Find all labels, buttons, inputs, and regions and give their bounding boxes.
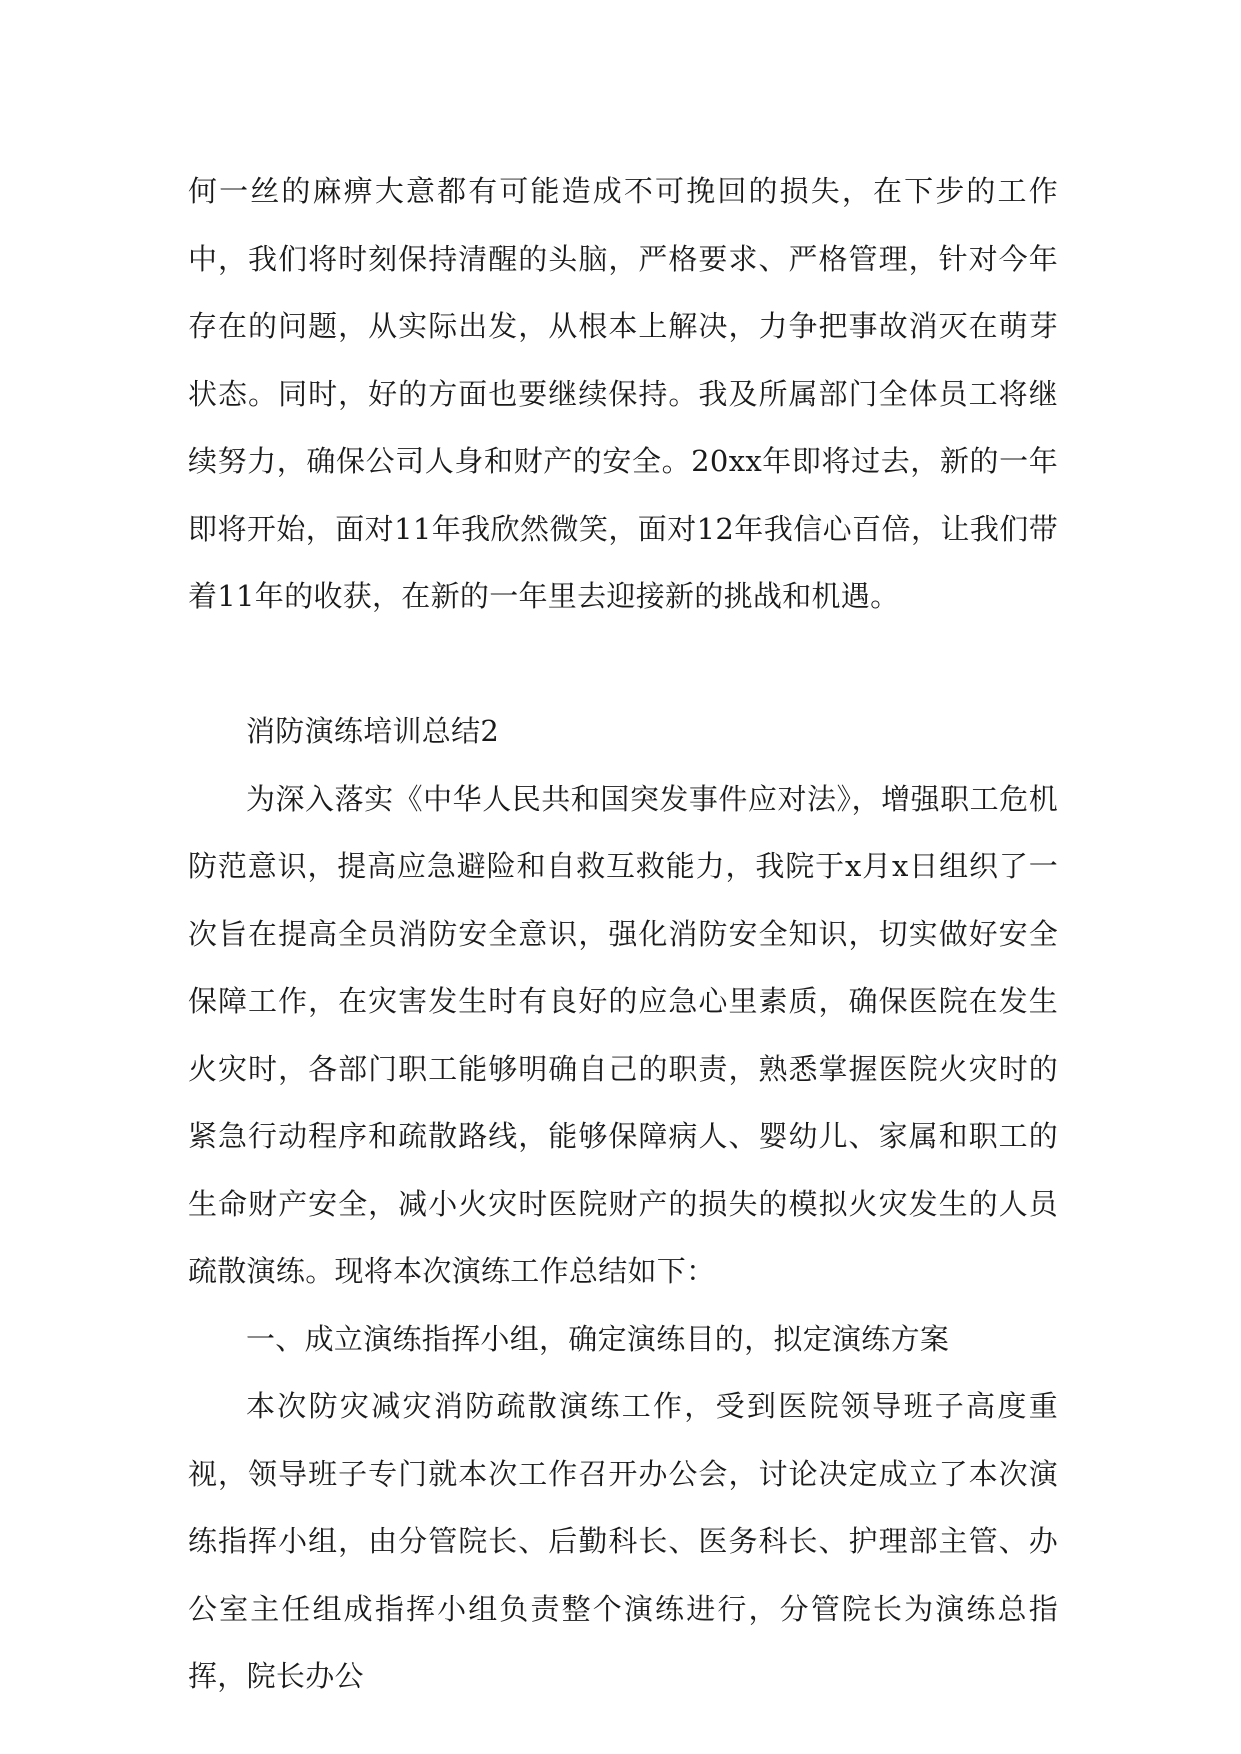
- paragraph-body: 本次防灾减灾消防疏散演练工作，受到医院领导班子高度重视，领导班子专门就本次工作召开办公会，讨论决定成立了本次演练指挥小组，由分管院长、后勤科长、医务科长、护理部主管、办公室主任组成指挥小组负责整个演练进行，分管院长为演练总指挥，院长办公: [188, 1389, 1058, 1693]
- document-body: [188, 158, 1058, 1711]
- section-title: 消防演练培训总结2: [246, 714, 500, 748]
- paragraph-intro: 为深入落实《中华人民共和国突发事件应对法》，增强职工危机防范意识，提高应急避险和自救互救能力，我院于x月x日组织了一次旨在提高全员消防安全意识，强化消防安全知识，切实做好安全保障工作，在灾害发生时有良好的应急心里素质，确保医院在发生火灾时，各部门职工能够明确自己的职责，熟悉掌握医院火灾时的紧急行动程序和疏散路线，能够保障病人、婴幼儿、家属和职工的生命财产安全，减小火灾时医院财产的损失的模拟火灾发生的人员疏散演练。现将本次演练工作总结如下：: [188, 781, 1058, 1288]
- paragraph-continued: 何一丝的麻痹大意都有可能造成不可挽回的损失，在下步的工作中，我们将时刻保持清醒的头脑，严格要求、严格管理，针对今年存在的问题，从实际出发，从根本上解决，力争把事故消灭在萌芽状态。同时，好的方面也要继续保持。我及所属部门全体员工将继续努力，确保公司人身和财产的安全。20xx年即将过去，新的一年即将开始，面对11年我欣然微笑，面对12年我信心百倍，让我们带着11年的收获，在新的一年里去迎接新的挑战和机遇。: [188, 174, 1058, 613]
- section-heading: 一、成立演练指挥小组，确定演练目的，拟定演练方案: [246, 1321, 950, 1356]
- paragraph-spacer: [188, 631, 1058, 699]
